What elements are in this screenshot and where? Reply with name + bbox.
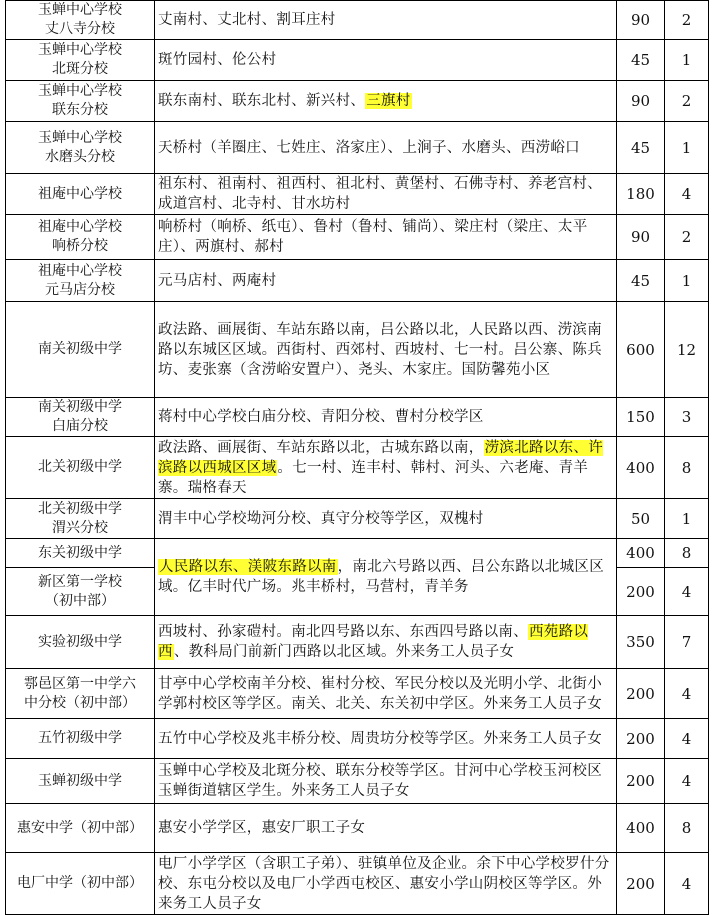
school-name-cell (6, 174, 155, 215)
school-name-line: 北关初级中学 (38, 459, 122, 475)
school-name-cell (6, 398, 155, 437)
highlighted-text: 人民路以东、渼陂东路以南 (159, 559, 337, 575)
table-row (6, 499, 709, 539)
school-name-cell (6, 40, 155, 81)
district-area-cell (155, 302, 617, 398)
school-name-line: 响桥分校 (52, 238, 108, 254)
school-name-cell (6, 669, 155, 719)
table-row (6, 616, 709, 669)
table-row (6, 437, 709, 499)
class-count-cell: 8 (665, 804, 709, 853)
class-count-cell: 2 (665, 215, 709, 260)
enrollment-count-cell: 45 (617, 122, 665, 174)
enrollment-count-cell: 90 (617, 81, 665, 122)
class-count-cell: 4 (665, 568, 709, 616)
highlighted-text: 涝滨北路以东、许滨路以西城区区域 (158, 439, 604, 476)
school-name-cell (6, 499, 155, 539)
area-text: 。七一村、连丰村、韩村、河头、六老庵、青羊寨。瑞格春天 (158, 459, 589, 496)
school-name-line: 祖庵中心学校 (38, 185, 122, 202)
district-area-cell (155, 81, 617, 122)
school-name-line: 玉蝉中心学校 (38, 42, 122, 58)
area-text: 渭丰中心学校坳河分校、真守分校等学区，双槐村 (158, 510, 484, 527)
school-name-line: 北斑分校 (52, 61, 108, 77)
table-row (6, 215, 709, 260)
class-count-cell: 7 (665, 616, 709, 669)
school-name-line: 玉蝉中心学校 (38, 129, 122, 146)
school-name-line: （初中部） (45, 592, 115, 609)
area-text: 甘亭中心学校南羊分校、崔村分校、军民分校以及光明小学、北街小学郭村校区等学区。南关、北关、东关初中学区。外来务工人员子女 (158, 675, 602, 712)
area-text: 政法路、画展街、车站东路以北，古城东路以南， (158, 439, 484, 456)
district-area-cell (155, 260, 617, 302)
school-name-cell (6, 853, 155, 915)
highlighted-text: 三旗村 (366, 93, 411, 109)
class-count-cell: 4 (665, 669, 709, 719)
district-area-cell (155, 40, 617, 81)
enrollment-count-cell: 600 (617, 302, 665, 398)
area-text: 响桥村（响桥、纸屯）、鲁村（鲁村、铺尚）、梁庄村（梁庄、太平庄）、两旗村、郝村 (158, 219, 588, 255)
school-name-line: 玉蝉初级中学 (38, 772, 122, 789)
enrollment-count-cell: 400 (617, 539, 665, 568)
school-name-line: 祖庵中心学校 (38, 262, 122, 279)
school-name-line: 东关初级中学 (38, 544, 122, 561)
enrollment-count-cell: 180 (617, 174, 665, 215)
table-row (6, 1, 709, 40)
enrollment-district-table (5, 0, 709, 915)
school-name-cell (6, 1, 155, 40)
school-name-line: 惠安中学（初中部） (17, 819, 143, 836)
school-name-line: 鄠邑区第一中学六 (24, 675, 136, 692)
school-name-line: 中分校（初中部） (24, 694, 136, 711)
area-text: 西坡村、孙家磑村。南北四号路以东、东西四号路以南、 (158, 624, 528, 640)
school-name-cell (6, 759, 155, 804)
district-area-cell (155, 759, 617, 804)
table-row (6, 81, 709, 122)
school-name-cell (6, 804, 155, 853)
class-count-cell: 2 (665, 1, 709, 40)
enrollment-count-cell: 200 (617, 759, 665, 804)
school-name-line: 电厂中学（初中部） (17, 875, 143, 891)
district-area-cell (155, 719, 617, 759)
class-count-cell: 8 (665, 539, 709, 568)
district-area-cell (155, 215, 617, 260)
school-name-line: 新区第一学校 (38, 573, 122, 590)
class-count-cell: 3 (665, 398, 709, 437)
area-text: 玉蝉中心学校及北斑分校、联东分校等学区。甘河中心学校玉河校区玉蝉街道辖区学生。外来务工人员子女 (158, 763, 602, 799)
school-name-cell (6, 81, 155, 122)
school-name-cell (6, 437, 155, 499)
school-name-line: 联东分校 (52, 102, 108, 118)
table-row (6, 853, 709, 915)
table-row (6, 669, 709, 719)
school-name-line: 水磨头分校 (45, 148, 115, 165)
school-name-line: 白庙分校 (52, 418, 108, 434)
area-text: 元马店村、两庵村 (158, 272, 277, 289)
table-row (6, 804, 709, 853)
table-body (6, 1, 709, 915)
school-name-cell (6, 719, 155, 759)
table-row (6, 539, 709, 568)
school-name-line: 祖庵中心学校 (38, 219, 122, 235)
district-area-cell (155, 616, 617, 669)
school-name-cell (6, 302, 155, 398)
school-name-line: 南关初级中学 (38, 399, 122, 415)
class-count-cell: 1 (665, 260, 709, 302)
area-text: 电厂小学学区（含职工子弟）、驻镇单位及企业。余下中心学校罗什分校、东屯分校以及电厂小学西屯校区、惠安小学山阴校区等学区。外来务工人员子女 (158, 855, 610, 912)
school-name-line: 渭兴分校 (52, 519, 108, 536)
enrollment-count-cell: 400 (617, 804, 665, 853)
table-row (6, 719, 709, 759)
class-count-cell: 1 (665, 499, 709, 539)
district-area-cell (155, 174, 617, 215)
area-text: 丈南村、丈北村、割耳庄村 (158, 12, 336, 28)
area-text: 联东南村、联东北村、新兴村、 (158, 93, 366, 109)
school-name-line: 南关初级中学 (38, 341, 122, 357)
district-area-cell (155, 1, 617, 40)
highlighted-text: 西苑路以西 (158, 624, 589, 660)
class-count-cell: 12 (665, 302, 709, 398)
school-name-line: 元马店分校 (45, 281, 115, 298)
district-area-cell (155, 122, 617, 174)
table-row (6, 40, 709, 81)
class-count-cell: 4 (665, 174, 709, 215)
enrollment-count-cell: 90 (617, 215, 665, 260)
school-name-cell (6, 122, 155, 174)
enrollment-count-cell: 150 (617, 398, 665, 437)
table-row (6, 759, 709, 804)
enrollment-count-cell: 90 (617, 1, 665, 40)
area-text: 政法路、画展街、车站东路以南，吕公路以北，人民路以西、涝滨南路以东城区区域。西街村、西郊村、西坡村、七一村。吕公寨、陈兵坊、麦张寨（含涝峪安置户）、尧头、木家庄。国防馨苑小区 (158, 321, 602, 378)
area-text: 、教科局门前新门西路以北区域。外来务工人员子女 (173, 644, 515, 660)
school-name-cell (6, 568, 155, 616)
school-name-cell (6, 215, 155, 260)
school-name-cell (6, 260, 155, 302)
enrollment-count-cell: 200 (617, 669, 665, 719)
district-area-cell (155, 499, 617, 539)
table-row (6, 398, 709, 437)
school-name-line: 北关初级中学 (38, 500, 122, 517)
school-name-line: 玉蝉中心学校 (38, 83, 122, 99)
area-text: 天桥村（羊圈庄、七姓庄、洛家庄）、上涧子、水磨头、西涝峪口 (158, 139, 580, 156)
area-text: 祖东村、祖南村、祖西村、祖北村、黄堡村、石佛寺村、养老宫村、成道宫村、北寺村、甘水坊村 (158, 176, 602, 212)
class-count-cell: 4 (665, 719, 709, 759)
enrollment-count-cell: 200 (617, 719, 665, 759)
district-area-cell (155, 669, 617, 719)
table-row (6, 260, 709, 302)
enrollment-count-cell: 50 (617, 499, 665, 539)
school-name-line: 丈八寺分校 (45, 21, 115, 37)
district-area-cell (155, 804, 617, 853)
enrollment-count-cell: 350 (617, 616, 665, 669)
class-count-cell: 8 (665, 437, 709, 499)
district-area-cell (155, 853, 617, 915)
enrollment-count-cell: 400 (617, 437, 665, 499)
district-area-cell (155, 539, 617, 616)
area-text: ，南北六号路以西、吕公东路以北城区区域。亿丰时代广场。兆丰桥村，马营村，青羊务 (158, 559, 605, 595)
enrollment-count-cell: 45 (617, 260, 665, 302)
area-text: 惠安小学学区，惠安厂职工子女 (158, 820, 366, 836)
area-text: 五竹中心学校及兆丰桥分校、周贵坊分校等学区。外来务工人员子女 (158, 730, 602, 747)
enrollment-count-cell: 45 (617, 40, 665, 81)
table-row (6, 174, 709, 215)
area-text: 斑竹园村、伦公村 (158, 52, 277, 68)
school-name-line: 玉蝉中心学校 (38, 2, 122, 18)
table-row (6, 122, 709, 174)
enrollment-count-cell: 200 (617, 568, 665, 616)
enrollment-count-cell: 200 (617, 853, 665, 915)
class-count-cell: 4 (665, 759, 709, 804)
class-count-cell: 1 (665, 122, 709, 174)
district-area-cell (155, 437, 617, 499)
school-name-line: 五竹初级中学 (38, 730, 122, 746)
school-name-cell (6, 539, 155, 568)
class-count-cell: 4 (665, 853, 709, 915)
area-text: 蒋村中心学校白庙分校、青阳分校、曹村分校学区 (158, 409, 484, 425)
district-area-cell (155, 398, 617, 437)
school-name-cell (6, 616, 155, 669)
class-count-cell: 1 (665, 40, 709, 81)
school-name-line: 实验初级中学 (38, 633, 122, 650)
class-count-cell: 2 (665, 81, 709, 122)
table-row (6, 302, 709, 398)
